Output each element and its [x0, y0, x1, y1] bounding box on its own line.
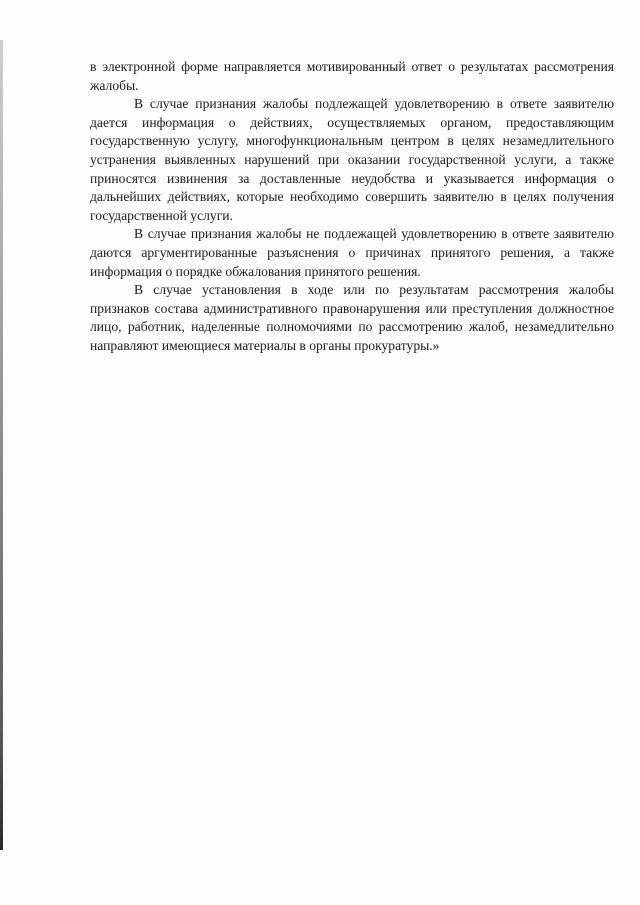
paragraph-complaint-rejected: В случае признания жалобы не подлежащей удовлетворению в ответе заявителю даются аргументированные разъяснения о причинах принятого решения, а также информация о порядке обжалования принятого решения.: [90, 226, 614, 279]
document-body: [90, 58, 614, 356]
paragraph-continuation: в электронной форме направляется мотивированный ответ о результатах рассмотрения жалобы.: [90, 59, 614, 93]
scan-edge-shadow: [0, 40, 3, 850]
paragraph-complaint-satisfied: В случае признания жалобы подлежащей удовлетворению в ответе заявителю дается информация о действиях, осуществляемых органом, предоставляющим государственную услугу, многофункциональным центром в целях незамедлительного устранения выявленных нарушений при оказании государственной услуги, а также приносятся извинения за доставленные неудобства и указывается информация о дальнейших действиях, которые необходимо совершить заявителю в целях получения государственной услуги.: [90, 96, 614, 223]
paragraph-offense-detected: В случае установления в ходе или по результатам рассмотрения жалобы признаков состава административного правонарушения или преступления должностное лицо, работник, наделенные полномочиями по рассмотрению жалоб, незамедлительно направляют имеющиеся материалы в органы прокуратуры.»: [90, 282, 614, 353]
